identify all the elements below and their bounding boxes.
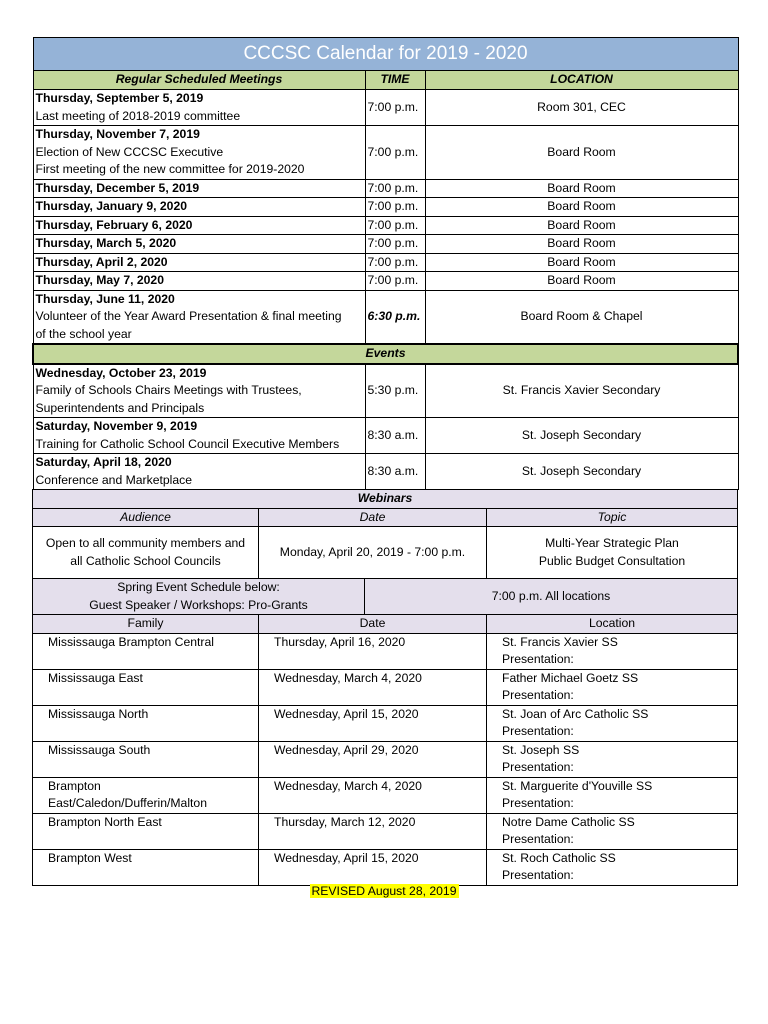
meeting-row-location: Board Room <box>425 253 738 272</box>
meeting-row-date: Thursday, March 5, 2020 <box>35 236 177 250</box>
meetings-table <box>32 37 739 490</box>
event-row-time: 8:30 a.m. <box>365 454 425 490</box>
family-header: Family <box>33 615 259 634</box>
family-name-line: Mississauga Brampton Central <box>48 634 214 649</box>
family-location <box>487 813 738 849</box>
family-date: Wednesday, March 4, 2020 <box>259 669 487 705</box>
family-location <box>487 669 738 705</box>
family-date: Wednesday, March 4, 2020 <box>259 777 487 813</box>
family-location <box>487 849 738 885</box>
family-name <box>33 669 259 705</box>
family-name-line: Mississauga North <box>48 706 149 721</box>
family-presentation: Presentation: <box>502 832 574 846</box>
family-name <box>33 849 259 885</box>
family-row <box>33 705 738 741</box>
family-location-header: Location <box>487 615 738 634</box>
family-date: Wednesday, April 15, 2020 <box>259 705 487 741</box>
meeting-row-time: 7:00 p.m. <box>365 216 425 235</box>
events-header: Events <box>33 344 738 364</box>
family-location <box>487 741 738 777</box>
meeting-row-description <box>33 216 365 235</box>
family-name <box>33 813 259 849</box>
event-row-time: 5:30 p.m. <box>365 364 425 418</box>
family-school: St. Roch Catholic SS <box>502 850 616 865</box>
meeting-row <box>33 272 738 291</box>
family-presentation: Presentation: <box>502 868 574 882</box>
meeting-row-detail: Last meeting of 2018-2019 committee <box>35 108 241 123</box>
meeting-row-location: Board Room & Chapel <box>425 290 738 344</box>
meeting-row <box>33 216 738 235</box>
webinar-row <box>33 527 738 579</box>
event-row-time: 8:30 a.m. <box>365 418 425 454</box>
meeting-row <box>33 235 738 254</box>
event-row-description <box>33 418 365 454</box>
meeting-row-time: 7:00 p.m. <box>365 235 425 254</box>
revised-note <box>0 884 768 898</box>
event-row-location: St. Francis Xavier Secondary <box>425 364 738 418</box>
meeting-row <box>33 179 738 198</box>
event-row-detail: Family of Schools Chairs Meetings with Trustees, <box>35 383 302 397</box>
meeting-row <box>33 253 738 272</box>
webinar-audience-line: all Catholic School Councils <box>70 553 221 568</box>
family-name-line: Brampton West <box>48 850 132 865</box>
meeting-row-detail: Volunteer of the Year Award Presentation & final meeting <box>35 309 342 323</box>
family-presentation: Presentation: <box>502 688 574 702</box>
meeting-row-time: 7:00 p.m. <box>365 272 425 291</box>
webinars-header-row <box>33 490 738 509</box>
audience-header: Audience <box>33 508 259 527</box>
family-school: Father Michael Goetz SS <box>502 670 639 685</box>
meeting-row-detail: First meeting of the new committee for 2019-2020 <box>35 162 305 176</box>
family-row <box>33 849 738 885</box>
meeting-row-time: 7:00 p.m. <box>365 126 425 180</box>
meeting-row-date: Thursday, December 5, 2019 <box>35 180 200 195</box>
meeting-row-date: Thursday, April 2, 2020 <box>35 254 168 269</box>
meetings-header-row <box>33 71 738 90</box>
meeting-row-location: Board Room <box>425 272 738 291</box>
webinar-date-header: Date <box>259 508 487 527</box>
event-row <box>33 418 738 454</box>
event-row-description <box>33 454 365 490</box>
family-name-line: Brampton North East <box>48 814 162 829</box>
family-name-line: Mississauga South <box>48 742 151 757</box>
meeting-row-location: Board Room <box>425 216 738 235</box>
spring-time: 7:00 p.m. All locations <box>365 579 738 615</box>
event-row <box>33 364 738 418</box>
meeting-row <box>33 90 738 126</box>
family-name-line: East/Caledon/Dufferin/Malton <box>48 796 207 810</box>
family-row <box>33 741 738 777</box>
meeting-row-time: 7:00 p.m. <box>365 179 425 198</box>
meeting-row-location: Board Room <box>425 235 738 254</box>
meeting-row-location: Room 301, CEC <box>425 90 738 126</box>
family-presentation: Presentation: <box>502 760 574 774</box>
time-header: TIME <box>365 71 425 90</box>
family-row <box>33 633 738 669</box>
revised-highlight: REVISED August 28, 2019 <box>311 884 457 898</box>
family-date-header: Date <box>259 615 487 634</box>
family-presentation: Presentation: <box>502 652 574 666</box>
family-school: St. Marguerite d'Youville SS <box>502 778 653 793</box>
family-location <box>487 633 738 669</box>
calendar-document <box>32 37 737 886</box>
webinars-header: Webinars <box>33 490 738 509</box>
family-name <box>33 777 259 813</box>
family-school: St. Joan of Arc Catholic SS <box>502 706 649 721</box>
family-date: Wednesday, April 29, 2020 <box>259 741 487 777</box>
spring-schedule-line: Spring Event Schedule below: <box>117 580 280 594</box>
spring-schedule <box>33 579 365 615</box>
webinar-audience-line: Open to all community members and <box>45 536 246 550</box>
meeting-row-date: Thursday, May 7, 2020 <box>35 273 164 287</box>
event-row-detail: Conference and Marketplace <box>35 472 192 487</box>
family-presentation: Presentation: <box>502 796 574 810</box>
spring-row <box>33 579 738 615</box>
webinar-topic-line: Multi-Year Strategic Plan <box>545 536 679 550</box>
family-name <box>33 633 259 669</box>
event-row-location: St. Joseph Secondary <box>425 418 738 454</box>
meeting-row-description <box>33 179 365 198</box>
family-name <box>33 705 259 741</box>
meeting-row-description <box>33 290 365 344</box>
family-date: Thursday, March 12, 2020 <box>259 813 487 849</box>
meeting-row-description <box>33 272 365 291</box>
title-row <box>33 38 738 71</box>
family-name <box>33 741 259 777</box>
family-row <box>33 669 738 705</box>
meetings-header-label: Regular Scheduled Meetings <box>33 71 365 90</box>
event-row-detail: Training for Catholic School Council Executive Members <box>35 436 340 451</box>
event-row-detail: Superintendents and Principals <box>35 400 205 415</box>
meeting-row-time: 7:00 p.m. <box>365 253 425 272</box>
webinar-date: Monday, April 20, 2019 - 7:00 p.m. <box>259 527 487 579</box>
meeting-row-time: 6:30 p.m. <box>365 290 425 344</box>
family-school: St. Francis Xavier SS <box>502 634 618 649</box>
family-date: Thursday, April 16, 2020 <box>259 633 487 669</box>
family-row <box>33 813 738 849</box>
webinars-table <box>32 489 738 886</box>
meeting-row-location: Board Room <box>425 198 738 217</box>
meeting-row <box>33 126 738 180</box>
meeting-row <box>33 290 738 344</box>
meeting-row-location: Board Room <box>425 126 738 180</box>
family-school: Notre Dame Catholic SS <box>502 814 635 829</box>
meeting-row-location: Board Room <box>425 179 738 198</box>
event-row-date: Saturday, November 9, 2019 <box>35 419 198 433</box>
meeting-row-description <box>33 235 365 254</box>
family-header-row <box>33 615 738 634</box>
family-date: Wednesday, April 15, 2020 <box>259 849 487 885</box>
meeting-row-detail: Election of New CCCSC Executive <box>35 144 224 159</box>
spring-schedule-line: Guest Speaker / Workshops: Pro-Grants <box>89 597 308 612</box>
event-row-description <box>33 364 365 418</box>
meeting-row-description <box>33 198 365 217</box>
webinar-audience <box>33 527 259 579</box>
topic-header: Topic <box>487 508 738 527</box>
family-school: St. Joseph SS <box>502 742 580 757</box>
meeting-row-description <box>33 90 365 126</box>
meeting-row-detail: of the school year <box>35 326 132 341</box>
meeting-row <box>33 198 738 217</box>
meeting-row-time: 7:00 p.m. <box>365 198 425 217</box>
meeting-row-date: Thursday, February 6, 2020 <box>35 217 193 232</box>
webinars-columns-row <box>33 508 738 527</box>
meeting-row-description <box>33 253 365 272</box>
family-row <box>33 777 738 813</box>
webinar-topic-line: Public Budget Consultation <box>538 553 686 568</box>
meeting-row-time: 7:00 p.m. <box>365 90 425 126</box>
webinar-topic <box>487 527 738 579</box>
family-name-line: Brampton <box>48 778 101 793</box>
meeting-row-date: Thursday, June 11, 2020 <box>35 291 175 306</box>
meeting-row-date: Thursday, November 7, 2019 <box>35 127 200 141</box>
family-name-line: Mississauga East <box>48 670 143 685</box>
calendar-title: CCCSC Calendar for 2019 - 2020 <box>33 38 738 71</box>
meeting-row-date: Thursday, September 5, 2019 <box>35 91 204 105</box>
meeting-row-date: Thursday, January 9, 2020 <box>35 199 188 213</box>
family-presentation: Presentation: <box>502 724 574 738</box>
location-header: LOCATION <box>425 71 738 90</box>
family-location <box>487 777 738 813</box>
event-row-location: St. Joseph Secondary <box>425 454 738 490</box>
events-header-row <box>33 344 738 364</box>
meeting-row-description <box>33 126 365 180</box>
event-row <box>33 454 738 490</box>
event-row-date: Wednesday, October 23, 2019 <box>35 365 207 380</box>
family-location <box>487 705 738 741</box>
event-row-date: Saturday, April 18, 2020 <box>35 455 172 469</box>
